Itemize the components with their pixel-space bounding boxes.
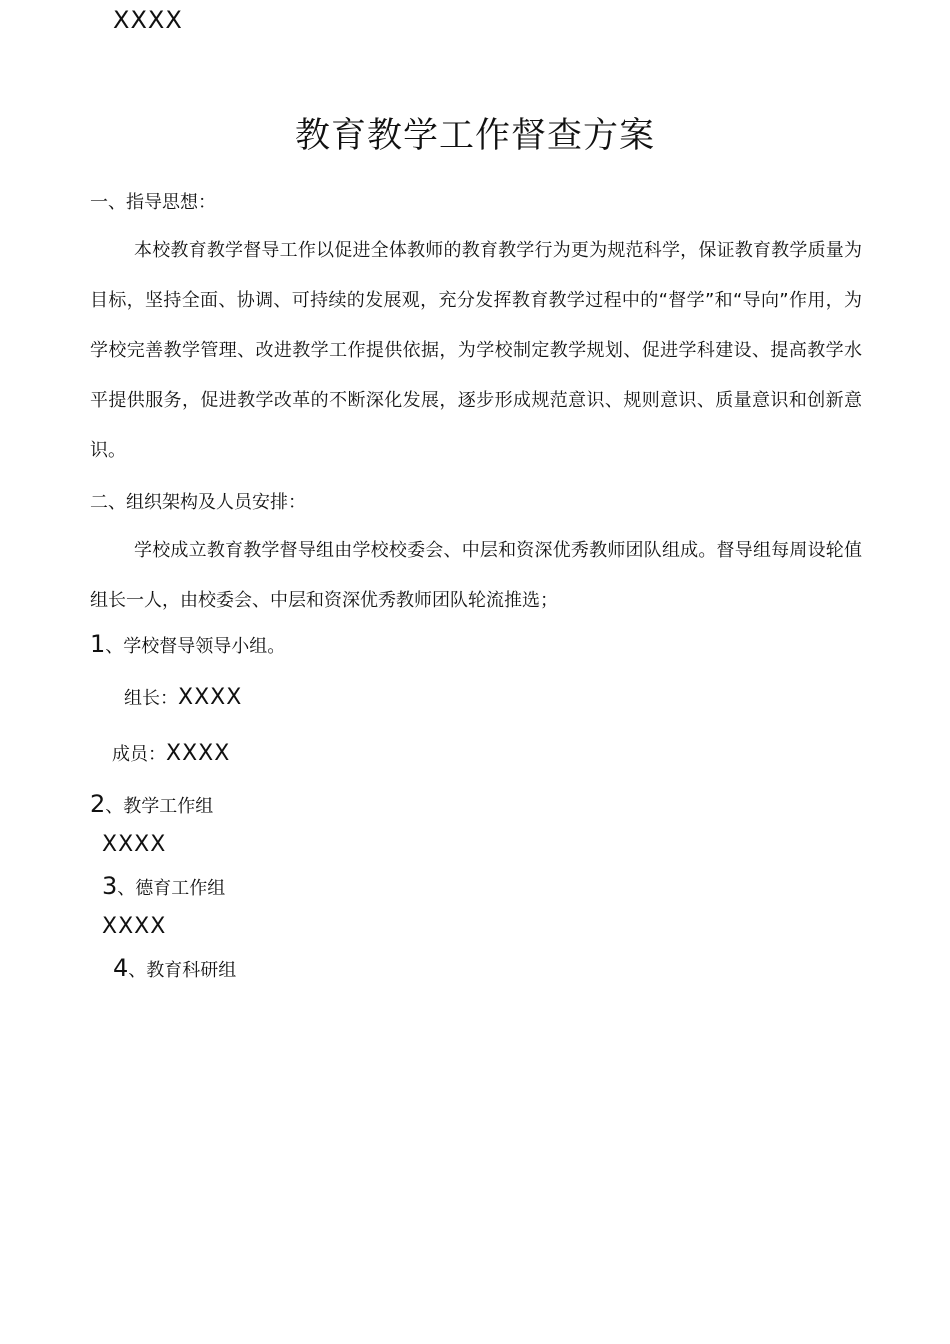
group-1-leader [124, 684, 242, 710]
paragraph-guiding-ideology: 本校教育教学督导工作以促进全体教师的教育教学行为更为规范科学，保证教育教学质量为目标，坚持全面、协调、可持续的发展观，充分发挥教育教学过程中的“督学”和“导向”作用，为学校完善教学管理、改进教学工作提供依据，为学校制定教学规划、促进学科建设、提高教学水平提供服务，促进教学改革的不断深化发展，逐步形成规范意识、规则意识、质量意识和创新意识。 [90, 240, 862, 461]
group-1-members [112, 740, 230, 766]
group-3-title: 、德育工作组 [117, 878, 226, 899]
document-title: 教育教学工作督查方案 [294, 116, 655, 156]
group-4-number: 4 [113, 954, 129, 982]
group-2-title: 、教学工作组 [105, 796, 214, 817]
group-3-content: XXXX [102, 914, 167, 939]
section-heading-organization: 二、组织架构及人员安排： [90, 492, 306, 513]
group-3-number: 3 [102, 872, 118, 900]
section-heading-guiding-ideology: 一、指导思想： [90, 192, 216, 213]
leader-value: XXXX [178, 685, 243, 710]
header-placeholder: XXXX [113, 6, 183, 34]
group-1-number: 1 [90, 630, 106, 658]
paragraph-organization: 学校成立教育教学督导组由学校校委会、中层和资深优秀教师团队组成。督导组每周设轮值组长一人，由校委会、中层和资深优秀教师团队轮流推选； [90, 540, 862, 611]
group-2-number: 2 [90, 790, 106, 818]
members-value: XXXX [166, 741, 231, 766]
group-2-content: XXXX [102, 832, 167, 857]
leader-label: 组长： [124, 688, 178, 709]
group-1-title: 、学校督导领导小组。 [105, 636, 286, 657]
members-label: 成员： [112, 744, 166, 765]
group-4-heading [113, 954, 236, 982]
group-4-title: 、教育科研组 [128, 960, 237, 981]
group-1-heading [90, 630, 285, 658]
group-3-heading [102, 872, 225, 900]
group-2-heading [90, 790, 213, 818]
